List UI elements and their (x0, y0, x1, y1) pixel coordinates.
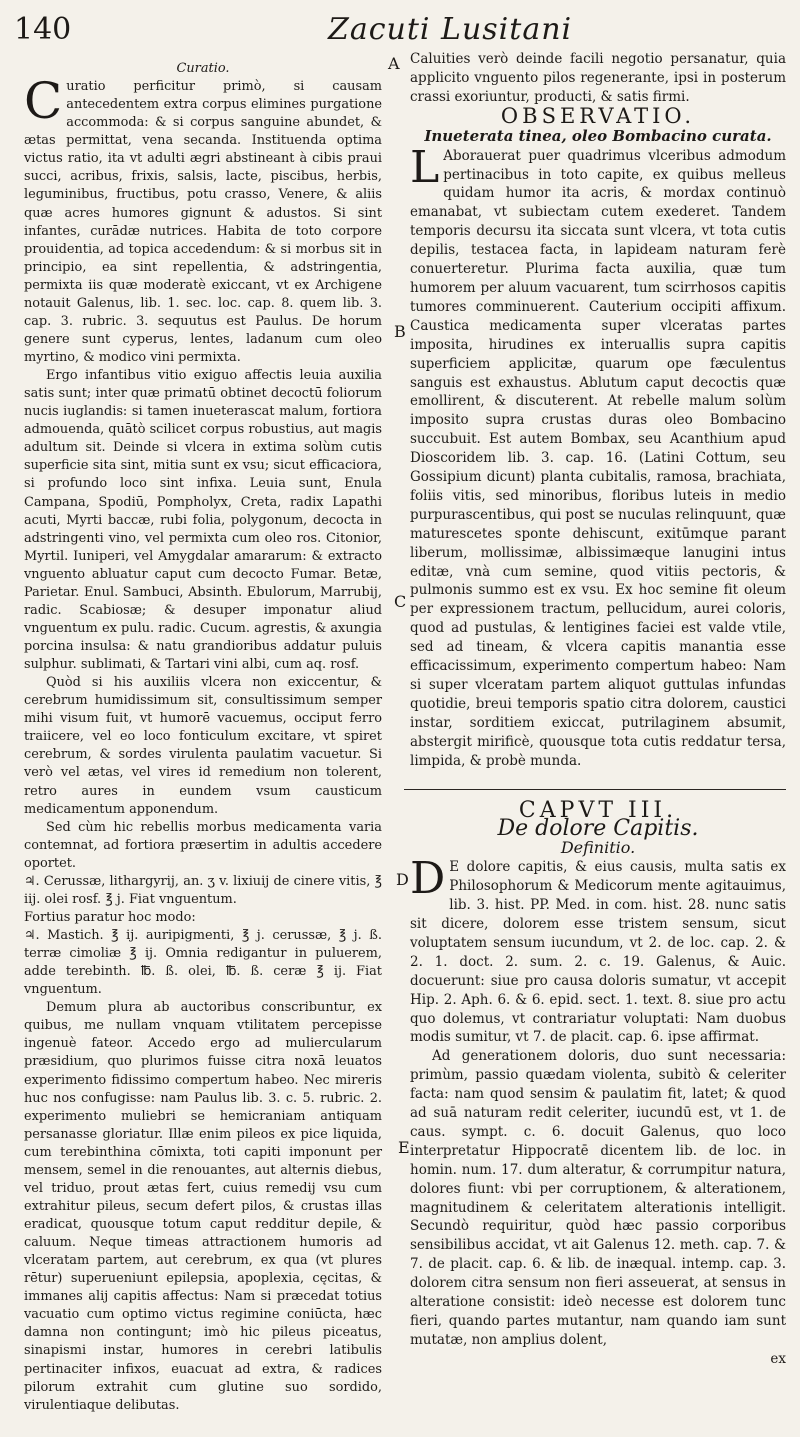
curatio-heading: Curatio. (176, 61, 230, 76)
definitio-text-1: E dolore capitis, & eius causis, multa satis ex Philosophorum & Medicorum mente agitauimus, lib. 3. hist. PP. Med. in com. hist. 28. nunc satis sit dicere, dolorem esse tristem sensum, sicut voluptatem sensum iucundum, vt 2. de loc. cap. 2. & 2. 1. doct. 2. sum. 2. c. 19. Galenus, & Auic. docuerunt: siue pro causa doloris sumatur, vt accepit Hip. 2. Aph. 6. & 6. epid. sect. 1. text. 8. siue pro actu quo dolemus, vt contrariatur voluptati: Nam duobus modis sumitur, vt 7. de placit. cap. 6. ipse affirmat. (410, 859, 786, 1046)
definitio-paragraph-1 (410, 853, 786, 1047)
curatio-paragraph-5: Demum plura ab auctoribus conscribuntur, ex quibus, me nullam vnquam vtilitatem percepisse ingenuè fateor. Accedo ergo ad muliercularum præsidium, quo plurimos fuisse citra noxā leuatos experimento fidissimo compertum habeo. Nec mireris huc nos confugisse: nam Paulus lib. 3. c. 5. rubric. 2. experimento muliebri se hemicraniam antiquam persanasse gloriatur. Illæ enim pileos ex pice liquida, cum terebinthina cōmixta, toti capiti imponunt per mensem, semel in die renouantes, aut alternis diebus, vel triduo, prout ætas fert, cuius remedij vsu cum extrahitur pileus, secum defert pilos, & crustas illas eradicat, quousque totum caput redditur depile, & caluum. Neque timeas attractionem humoris ad vlceratam partem, aut cerebrum, ex qua (vt plures rētur) superueniunt epilepsia, apoplexia, cęcitas, & immanes alij capitis affectus: Nam si præcedat totius vacuatio cum optimo victus regimine coniūcta, hæc damna non contingunt; imò hic pileus piceatus, sinapismi instar, humores in cerebri latibulis pertinaciter infixos, euacuat ad extra, & radices pilorum extrahit cum glutine suo sordido, virulentiaque delibutas. (24, 1000, 382, 1413)
running-title: Zacuti Lusitani (328, 12, 573, 47)
drop-cap-d: D (410, 853, 446, 905)
curatio-paragraph-3: Quòd si his auxiliis vlcera non exiccentur, & cerebrum humidissimum sit, consultissimum semper mihi visum fuit, vt humorē vacuemus, occiput ferro traiicere, vel eo loco fonticulum excitare, vt spiret cerebrum, & sordes virulenta paulatim vacuetur. Si verò vel ætas, vel vires id remedium non tolerent, retro aures in eundem vsum causticum medicamentum apponendum. (24, 675, 382, 817)
observatio-heading: OBSERVATIO. (500, 103, 696, 128)
catchword: ex (770, 1350, 786, 1367)
drop-cap-l: L (410, 141, 440, 193)
curatio-text-1: uratio perficitur primò, si causam antecedentem extra corpus elimines purgatione accommoda: & si corpus sanguine abundet, & ætas permittat, vena secanda. Instituenda optima victus ratio, ita vt adulti ægri abstineant à cibis praui succi, acribus, frixis, salsis, lacte, piscibus, herbis, leguminibus, fructibus, potu crasso, Venere, & aliis quæ acres humores gignunt & adustos. Si sint infantes, curādæ nutrices. Habita de toto corpore prouidentia, ad topica accedendum: & si morbus sit in principio, ea sint repellentia, & adstringentia, permixta iis quæ moderatè exiccant, vt ex Archigene notauit Galenus, lib. 1. sec. loc. cap. 8. quem lib. 3. cap. 3. rubric. 3. sequutus est Paulus. De horum genere sunt cyperus, lentes, ladanum cum oleo myrtino, & modico vini permixta. (24, 79, 382, 365)
right-column (410, 50, 786, 1369)
curatio-paragraph-4: Sed cùm hic rebellis morbus medicamenta varia contemnat, ad fortiora præsertim in adultis accedere oportet. (24, 819, 382, 871)
drop-cap-c: C (24, 72, 63, 131)
definitio-paragraph-2: Ad generationem doloris, duo sunt necessaria: primùm, passio quædam violenta, subitò & celeriter facta: nam quod sensim & paulatim fit, latet; & quod ad suā naturam redit celeriter, iucundū est, vt 1. de caus. sympt. c. 6. docuit Galenus, quo loco interpretatur Hippocratē dicentem lib. de loc. in homin. num. 17. dum alteratur, & corrumpitur natura, dolores fiunt: vbi per corruptionem, & alterationem, magnitudinem & celeritatem alterationis intelligit. Secundò requiritur, quòd hæc passio corporibus sensibilibus accidat, vt ait Galenus 12. meth. cap. 7. & 7. de placit. cap. 6. & lib. de inæqual. intemp. cap. 3. dolorem citra sensum non fieri asseuerat, at sensus in alteratione consistit: ideò necesse est dolorem tunc fieri, quando partes mutantur, nam quando iam sunt mutatæ, non amplius dolent, (410, 1048, 786, 1348)
section-divider (404, 789, 786, 790)
margin-letter-d: D (396, 870, 409, 889)
margin-letter-c: C (394, 592, 407, 611)
chapter-title: De dolore Capitis. (497, 816, 699, 842)
page-number: 140 (14, 12, 72, 47)
observatio-subtitle: Inueterata tinea, oleo Bombacino curata. (424, 126, 772, 145)
margin-letter-a: A (388, 54, 400, 73)
recipe-1: ♃. Cerussæ, lithargyrij, an. ʒ v. lixiuij de cinere vitis, ℥ iij. olei rosf. ℥ j. Fiat vnguentum. (24, 873, 382, 907)
caluities-paragraph: Caluities verò deinde facili negotio persanatur, quia applicito vnguento pilos regenerante, ipsi in posterum crassi exoriuntur, producti, & satis firmi. (410, 51, 786, 105)
margin-letter-b: B (394, 322, 406, 341)
definitio-heading: Definitio. (560, 838, 636, 858)
observatio-paragraph (410, 141, 786, 771)
left-column (24, 60, 382, 1415)
recipe-2: ♃. Mastich. ℥ ij. auripigmenti, ℥ j. cerussæ, ℥ j. ß. terræ cimoliæ ℥ ij. Omnia redigantur in puluerem, adde terebinth. ℔. ß. olei, ℔. ß. ceræ ℥ ij. Fiat vnguentum. (24, 928, 382, 998)
curatio-paragraph-1 (24, 72, 382, 367)
margin-letter-e: E (398, 1138, 410, 1157)
recipe-intro: Fortius paratur hoc modo: (24, 909, 196, 925)
observatio-text: Aborauerat puer quadrimus vlceribus admodum pertinacibus in toto capite, ex quibus melleus quidam humor ita acris, & mordax continuò emanabat, vt subiectam cutem exederet. Tandem temporis decursu ita siccata sunt vlcera, vt tota cutis depilis, testacea facta, in lapideam naturam ferè conuerteretur. Plurima facta auxilia, quæ tum humorem per aluum vacuarent, tum scirrhosos capitis tumores comminuerent. Cauterium occipiti affixum. Caustica medicamenta super vlceratas partes imposita, hirudines ex interuallis supra capitis superficiem applicitæ, quarum ope fæculentus sanguis est exhaustus. Ablutum caput decoctis quæ emollirent, & discuterent. At rebelle malum solùm imposito supra crustas duras oleo Bombacino succubuit. Est autem Bombax, seu Acanthium apud Dioscoridem lib. 3. cap. 16. (Latini Cottum, seu Gossipium dicunt) planta cubitalis, ramosa, brachiata, foliis vitis, sed minoribus, floribus luteis in medio purpurascentibus, qui post se nuculas relinquunt, quæ maturescetes sponte dehiscunt, exitūmque parant liberum, mollissimæ, albissimæque lanugini intus editæ, vnà cum semine, quod vitiis pectoris, & pulmonis summo est ex vsu. Ex hoc semine fit oleum per expressionem tractum, pellucidum, aurei coloris, quod ad pustulas, & lentigines faciei est valde vtile, sed ad tineam, & vlcera capitis manantia esse efficacissimum, experimento compertum habeo: Nam si super vlceratam partem aliquot guttulas infundas quotidie, breui temporis spatio citra dolorem, caustici instar, sorditiem exiccat, putrilaginem absumit, abstergit mirificè, quousque tota cutis reddatur tersa, limpida, & probè munda. (410, 147, 786, 769)
chapter-heading: CAPVT III. (518, 797, 678, 823)
curatio-paragraph-2: Ergo infantibus vitio exiguo affectis leuia auxilia satis sunt; inter quæ primatū obtinet decoctū foliorum nucis iuglandis: si tamen inueterascat malum, fortiora admouenda, quātò scilicet corpus robustius, aut magis adultum sit. Deinde si vlcera in extima solùm cutis superficie sita sint, mitia sunt ex vsu; sicut efficaciora, si profundo loco sint infixa. Leuia sunt, Enula Campana, Spodiū, Pompholyx, Creta, radix Lapathi acuti, Myrti baccæ, rubi folia, polygonum, decocta in adstringenti vino, vel permixta cum oleo ros. Citonior, Myrtil. Iuniperi, vel Amygdalar amararum: & extracto vnguento abluatur caput cum decocto Fumar. Betæ, Parietar. Enul. Sambuci, Absinth. Ebulorum, Marrubij, radic. Scabiosæ; & desuper imponatur aliud vnguentum ex pulu. radic. Cucum. agrestis, & axungia porcina insulsa: & natu grandioribus addatur puluis sulphur. sublimati, & Tartari vini albi, cum aq. rosf. (24, 368, 382, 673)
